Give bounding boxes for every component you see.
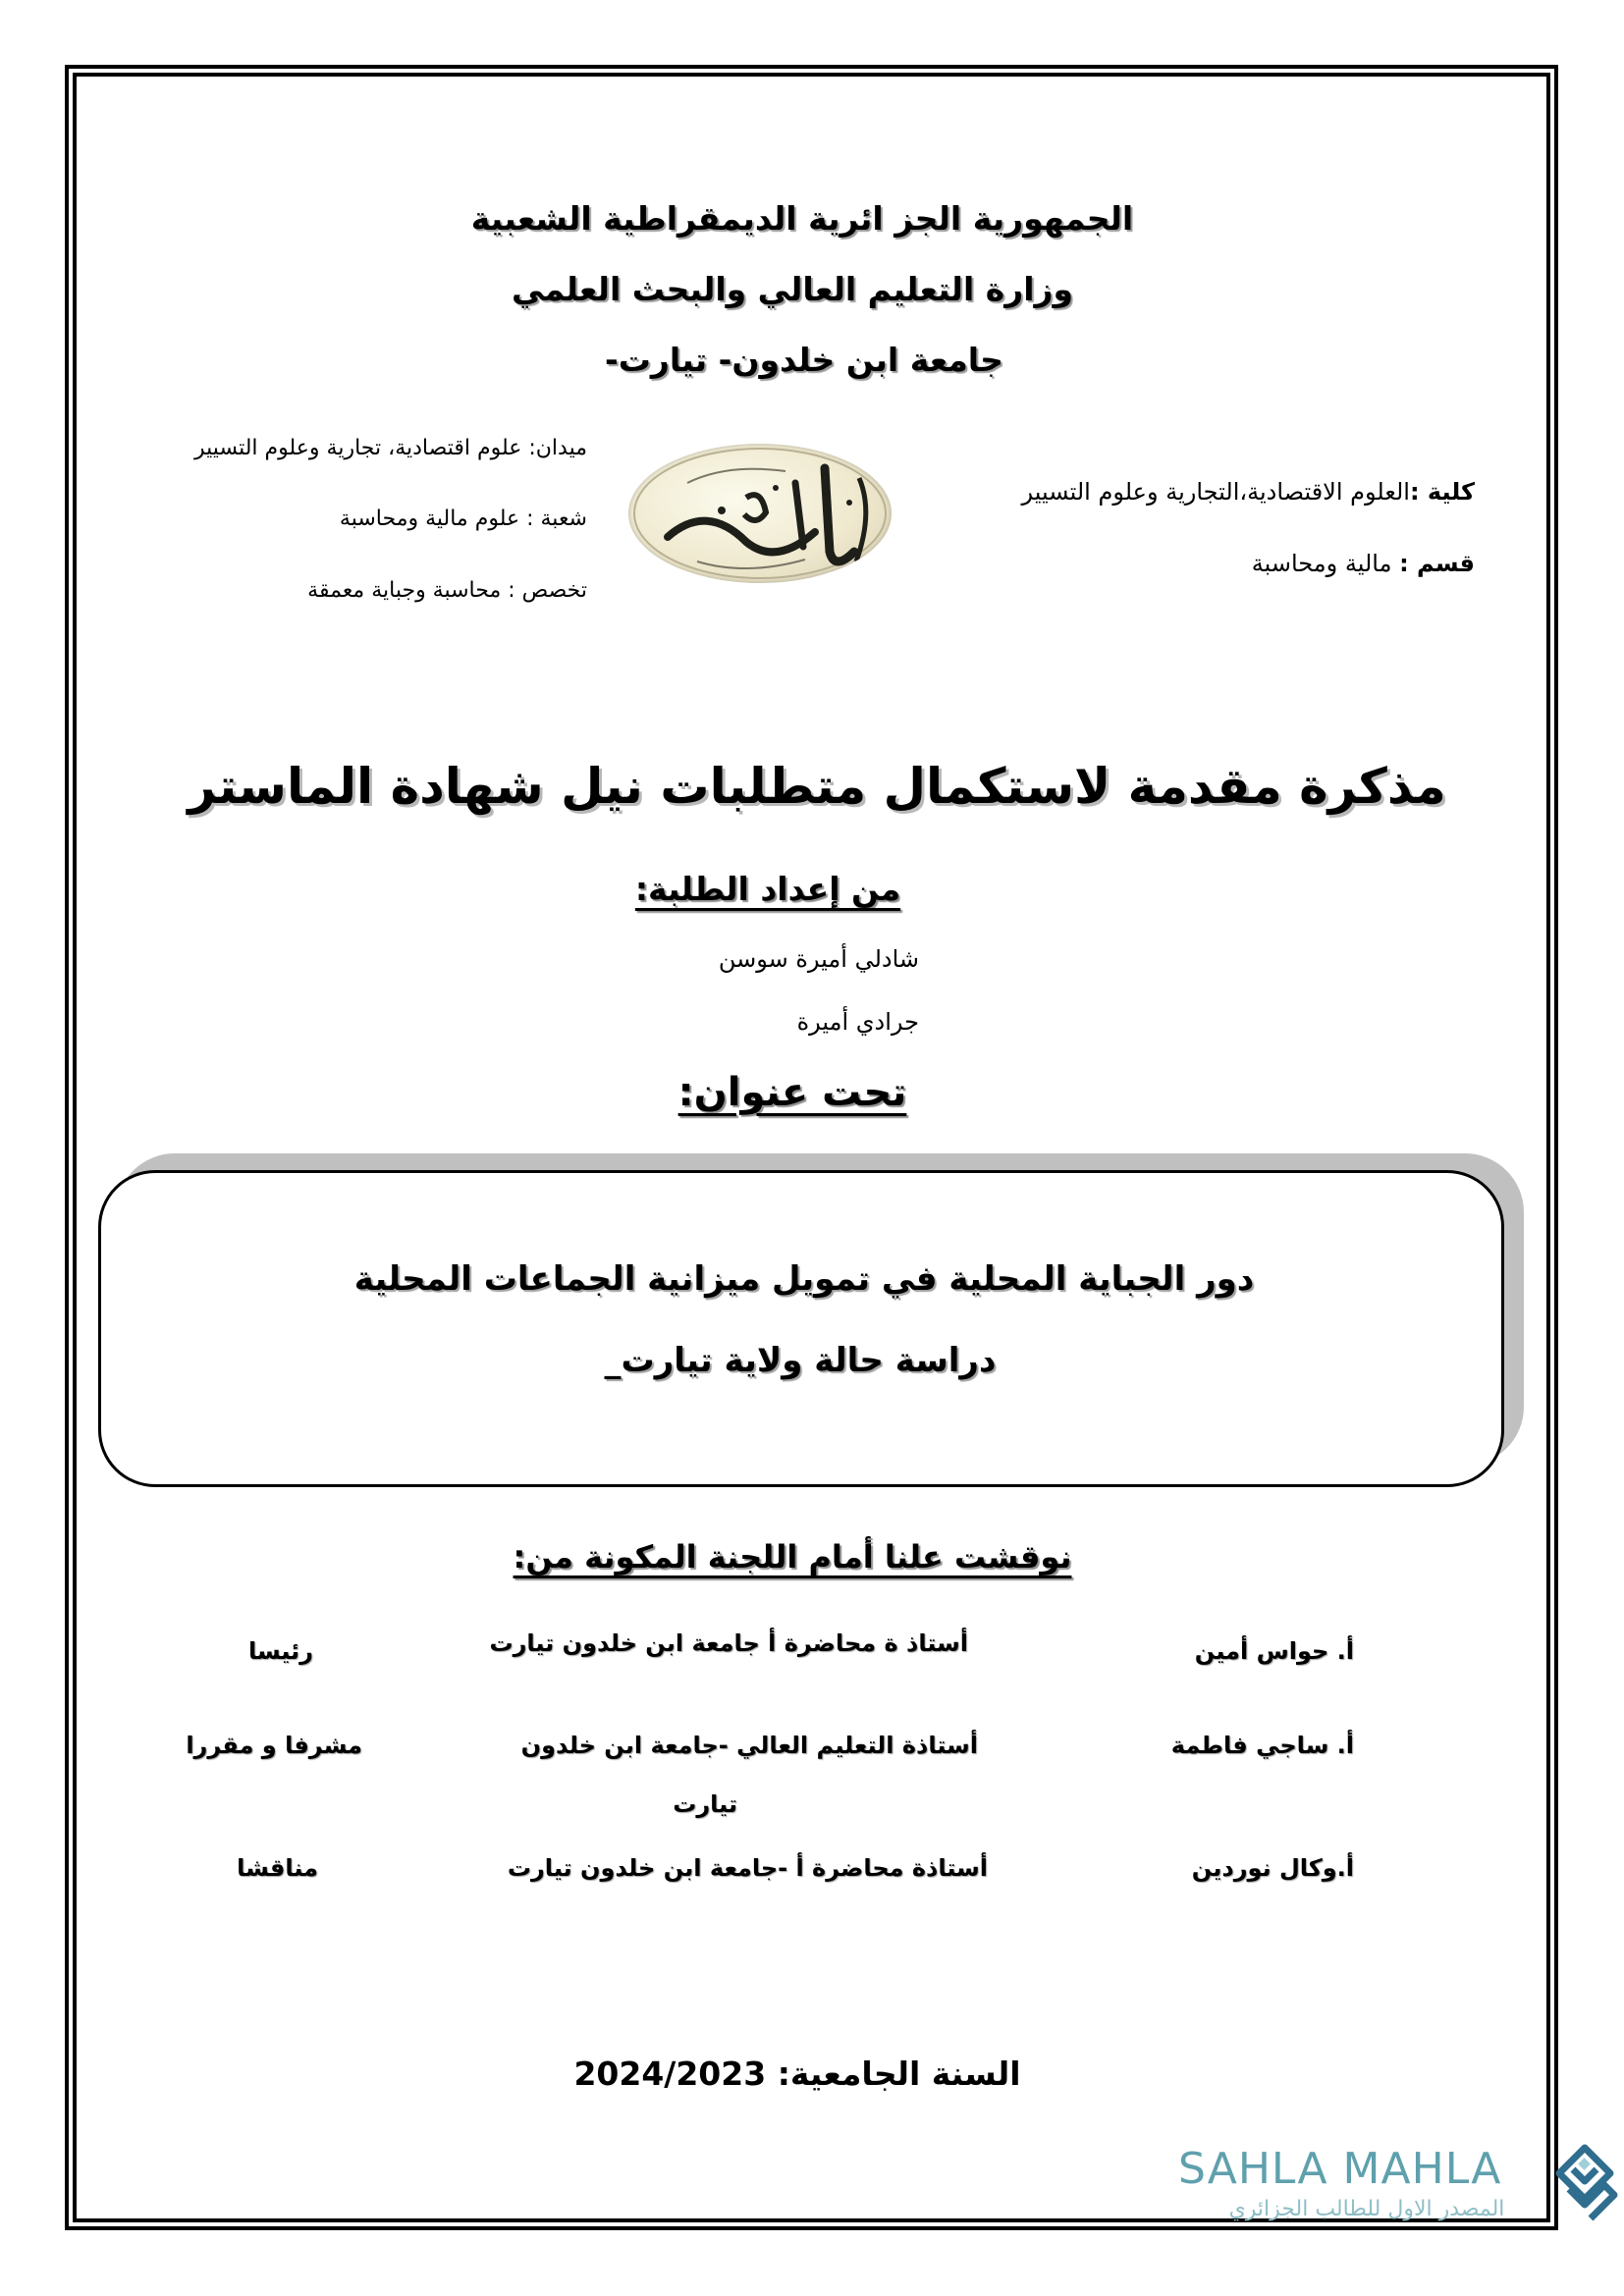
student-name-1: شادلي أميرة سوسن — [718, 945, 919, 973]
department-value: مالية ومحاسبة — [1251, 550, 1392, 577]
thesis-title-box — [98, 1170, 1504, 1487]
thesis-title-line-2: دراسة حالة ولاية تيارت_ — [604, 1341, 997, 1380]
ministry-name: وزارة التعليم العالي والبحث العلمي — [511, 270, 1074, 308]
jury-member-1-role: رئيسا — [247, 1637, 313, 1665]
academic-year-label: السنة الجامعية: — [777, 2055, 1021, 2093]
academic-year-value: 2024/2023 — [573, 2055, 767, 2093]
specialty-line: تخصص : محاسبة وجباية معمقة — [307, 578, 587, 603]
seal-calligraphy-icon — [628, 444, 892, 583]
jury-member-2-name: أ. ساجي فاطمة — [1170, 1732, 1354, 1759]
jury-member-3-rank: أستاذة محاضرة أ -جامعة ابن خلدون تيارت — [507, 1854, 988, 1882]
branch-line: شعبة : علوم مالية ومحاسبة — [339, 507, 587, 531]
academic-year — [0, 2055, 1609, 2093]
thesis-heading: تحت عنوان: — [677, 1070, 907, 1115]
jury-member-1-rank: أستاذ ة محاضرة أ جامعة ابن خلدون تيارت — [489, 1629, 968, 1657]
sahla-mahla-logo-icon — [1549, 2140, 1620, 2228]
department-line — [1252, 550, 1475, 577]
department-label: قسم : — [1399, 550, 1475, 577]
jury-member-3-name: أ.وكال نوردين — [1191, 1854, 1354, 1882]
students-heading: من إعداد الطلبة: — [634, 870, 901, 908]
main-title: مذكرة مقدمة لاستكمال متطلبات نيل شهادة الماستر — [188, 758, 1446, 815]
jury-member-2-rank: أستاذة التعليم العالي -جامعة ابن خلدون — [520, 1732, 978, 1759]
university-name: جامعة ابن خلدون- تيارت- — [605, 341, 1003, 379]
faculty-value: العلوم الاقتصادية،التجارية وعلوم التسيير — [1021, 478, 1410, 506]
student-name-2: جرادي أميرة — [796, 1008, 919, 1036]
jury-heading: نوقشت علنا أمام اللجنة المكونة من: — [513, 1538, 1072, 1575]
watermark-brand: SAHLA MAHLA — [1178, 2144, 1502, 2194]
page-border-inner — [73, 73, 1550, 2222]
field-line: ميدان: علوم اقتصادية، تجارية وعلوم التسيير — [194, 436, 587, 460]
faculty-line — [1021, 478, 1475, 506]
jury-member-1-name: أ. حواس أمين — [1194, 1637, 1354, 1665]
jury-member-2-rank-cont: تيارت — [673, 1790, 737, 1818]
thesis-title-line-1: دور الجباية المحلية في تمويل ميزانية الجماعات المحلية — [353, 1259, 1255, 1299]
watermark-tagline: المصدر الاول للطالب الجزائري — [1228, 2197, 1505, 2221]
university-seal-icon — [628, 444, 892, 583]
country-name: الجمهورية الجز ائرية الديمقراطية الشعبية — [470, 199, 1134, 238]
faculty-label: كلية : — [1409, 478, 1475, 506]
jury-member-3-role: مناقشا — [237, 1854, 318, 1882]
jury-member-2-role: مشرفا و مقررا — [186, 1732, 362, 1759]
